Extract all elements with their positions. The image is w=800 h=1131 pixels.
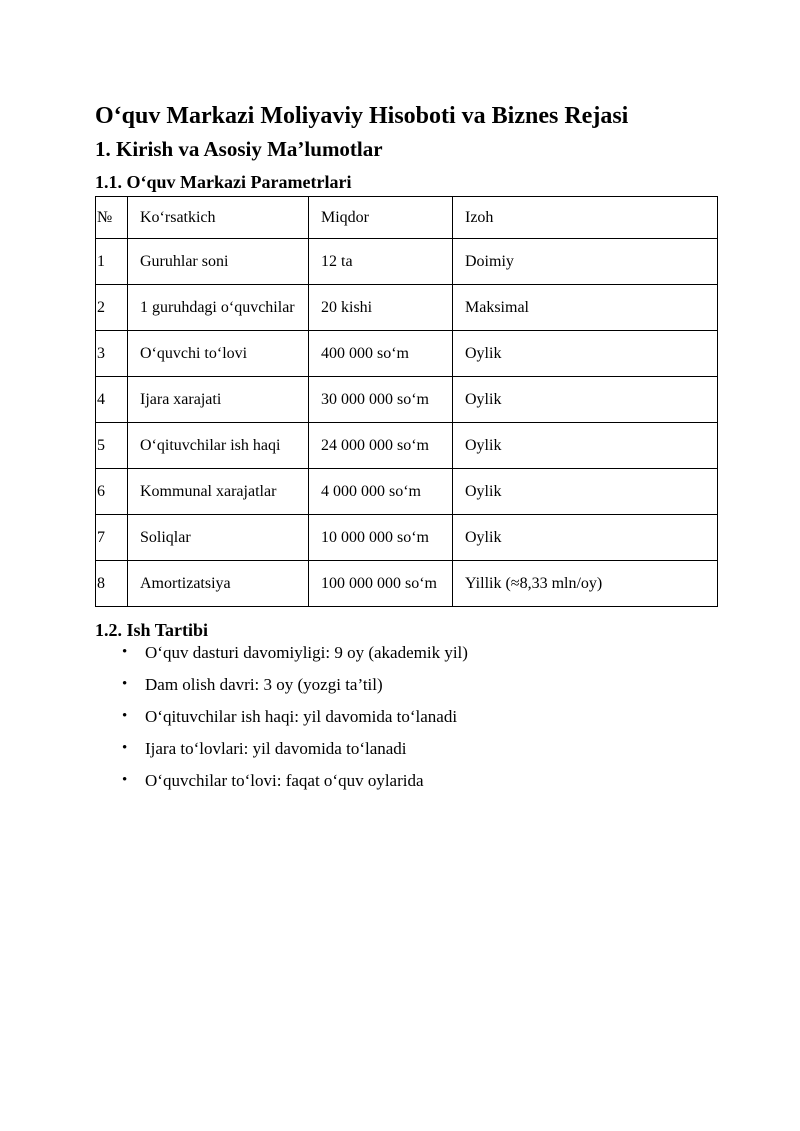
section-1-2-heading: 1.2. Ish Tartibi	[95, 620, 209, 641]
list-item-text: Ijara toʻlovlari: yil davomida toʻlanadi	[145, 739, 407, 759]
cell-note: Maksimal	[453, 285, 718, 331]
bullet-icon: •	[122, 739, 128, 756]
col-header-note: Izoh	[453, 197, 718, 239]
bullet-icon: •	[122, 675, 128, 692]
cell-note: Yillik (≈8,33 mln/oy)	[453, 561, 718, 607]
table-row	[96, 423, 718, 469]
bullet-icon: •	[122, 771, 128, 788]
cell-indicator: Kommunal xarajatlar	[128, 469, 309, 515]
cell-note: Oylik	[453, 515, 718, 561]
cell-number: 4	[96, 377, 128, 423]
col-header-amount: Miqdor	[309, 197, 453, 239]
cell-indicator: Oʻquvchi toʻlovi	[128, 331, 309, 377]
cell-note: Oylik	[453, 469, 718, 515]
cell-number: 7	[96, 515, 128, 561]
cell-indicator: Ijara xarajati	[128, 377, 309, 423]
cell-amount: 400 000 soʻm	[309, 331, 453, 377]
cell-amount: 30 000 000 soʻm	[309, 377, 453, 423]
section-1-1-heading: 1.1. Oʻquv Markazi Parametrlari	[95, 171, 352, 192]
list-item	[95, 669, 717, 701]
cell-note: Oylik	[453, 423, 718, 469]
table-row	[96, 469, 718, 515]
cell-number: 6	[96, 469, 128, 515]
cell-indicator: Soliqlar	[128, 515, 309, 561]
list-item	[95, 733, 717, 765]
cell-number: 1	[96, 239, 128, 285]
list-item-text: Oʻquvchilar toʻlovi: faqat oʻquv oylarida	[145, 771, 424, 791]
table-row	[96, 331, 718, 377]
work-schedule-list	[95, 637, 717, 797]
list-item	[95, 765, 717, 797]
list-item-text: Oʻqituvchilar ish haqi: yil davomida toʻlanadi	[145, 707, 458, 727]
table-row	[96, 377, 718, 423]
table-row	[96, 515, 718, 561]
cell-number: 3	[96, 331, 128, 377]
cell-note: Oylik	[453, 331, 718, 377]
cell-note: Doimiy	[453, 239, 718, 285]
cell-note: Oylik	[453, 377, 718, 423]
cell-number: 2	[96, 285, 128, 331]
cell-number: 8	[96, 561, 128, 607]
col-header-number: №	[96, 197, 128, 239]
list-item-text: Dam olish davri: 3 oy (yozgi ta’til)	[145, 675, 383, 695]
table-row	[96, 239, 718, 285]
col-header-indicator: Koʻrsatkich	[128, 197, 309, 239]
parameters-table	[95, 196, 718, 607]
table-header-row	[96, 197, 718, 239]
document-title: Oʻquv Markazi Moliyaviy Hisoboti va Biznes Rejasi	[95, 103, 629, 129]
cell-number: 5	[96, 423, 128, 469]
cell-amount: 12 ta	[309, 239, 453, 285]
cell-indicator: Guruhlar soni	[128, 239, 309, 285]
table-row	[96, 285, 718, 331]
cell-indicator: 1 guruhdagi oʻquvchilar	[128, 285, 309, 331]
section-1-heading: 1. Kirish va Asosiy Ma’lumotlar	[95, 136, 383, 161]
table-row	[96, 561, 718, 607]
cell-amount: 10 000 000 soʻm	[309, 515, 453, 561]
cell-amount: 20 kishi	[309, 285, 453, 331]
list-item	[95, 637, 717, 669]
cell-amount: 4 000 000 soʻm	[309, 469, 453, 515]
list-item-text: Oʻquv dasturi davomiyligi: 9 oy (akademik yil)	[145, 643, 468, 663]
cell-indicator: Amortizatsiya	[128, 561, 309, 607]
list-item	[95, 701, 717, 733]
cell-amount: 100 000 000 soʻm	[309, 561, 453, 607]
cell-amount: 24 000 000 soʻm	[309, 423, 453, 469]
bullet-icon: •	[122, 707, 128, 724]
cell-indicator: Oʻqituvchilar ish haqi	[128, 423, 309, 469]
bullet-icon: •	[122, 643, 128, 660]
